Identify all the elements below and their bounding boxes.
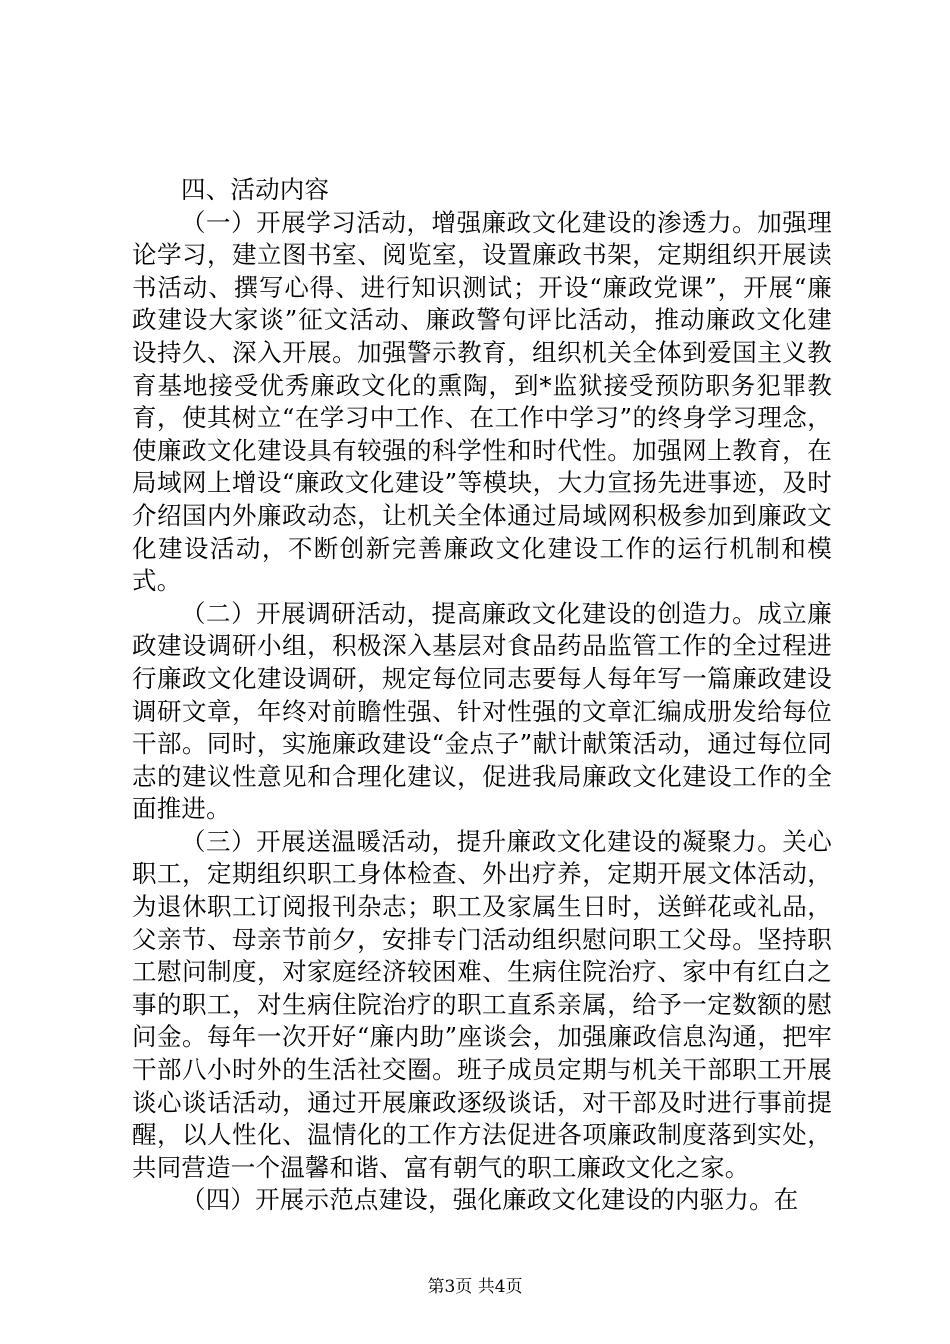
page-footer: 第3页 共4页 bbox=[427, 1277, 523, 1297]
document-body bbox=[132, 174, 832, 1217]
paragraph-3: （三）开展送温暖活动，提升廉政文化建设的凝聚力。关心职工，定期组织职工身体检查、外出疗养，定期开展文体活动，为退休职工订阅报刊杂志；职工及家属生日时，送鲜花或礼品，父亲节、母亲节前夕，安排专门活动组织慰问职工父母。坚持职工慰问制度，对家庭经济较困难、生病住院治疗、家中有红白之事的职工，对生病住院治疗的职工直系亲属，给予一定数额的慰问金。每年一次开好“廉内助”座谈会，加强廉政信息沟通，把牢干部八小时外的生活社交圈。班子成员定期与机关干部职工开展谈心谈话活动，通过开展廉政逐级谈话，对干部及时进行事前提醒，以人性化、温情化的工作方法促进各项廉政制度落到实处，共同营造一个温馨和谐、富有朝气的职工廉政文化之家。 bbox=[132, 826, 832, 1182]
paragraph-1: （一）开展学习活动，增强廉政文化建设的渗透力。加强理论学习，建立图书室、阅览室，设置廉政书架，定期组织开展读书活动、撰写心得、进行知识测试；开设“廉政党课”，开展“廉政建设大家谈”征文活动、廉政警句评比活动，推动廉政文化建设持久、深入开展。加强警示教育，组织机关全体到爱国主义教育基地接受优秀廉政文化的熏陶，到*监狱接受预防职务犯罪教育，使其树立“在学习中工作、在工作中学习”的终身学习理念，使廉政文化建设具有较强的科学性和时代性。加强网上教育，在局域网上增设“廉政文化建设”等模块，大力宣扬先进事迹，及时介绍国内外廉政动态，让机关全体通过局域网积极参加到廉政文化建设活动，不断创新完善廉政文化建设工作的运行机制和模式。 bbox=[132, 207, 832, 596]
section-heading: 四、活动内容 bbox=[181, 175, 330, 204]
paragraph-2: （二）开展调研活动，提高廉政文化建设的创造力。成立廉政建设调研小组，积极深入基层对食品药品监管工作的全过程进行廉政文化建设调研，规定每位同志要每人每年写一篇廉政建设调研文章，年终对前瞻性强、针对性强的文章汇编成册发给每位干部。同时，实施廉政建设“金点子”献计献策活动，通过每位同志的建议性意见和合理化建议，促进我局廉政文化建设工作的全面推进。 bbox=[132, 598, 832, 824]
paragraph-4: （四）开展示范点建设，强化廉政文化建设的内驱力。在 bbox=[181, 1185, 799, 1215]
